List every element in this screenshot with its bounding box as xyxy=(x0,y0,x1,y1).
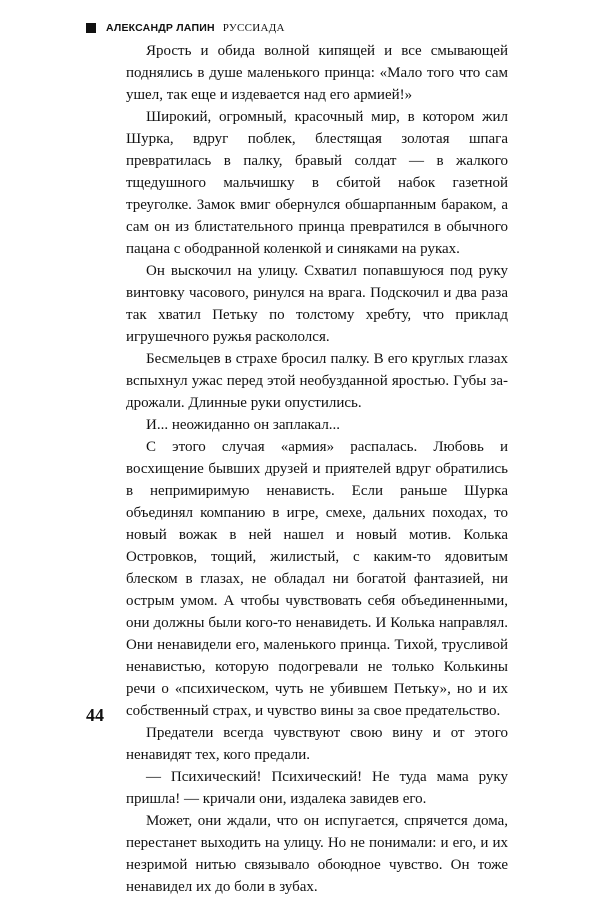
paragraph: Ярость и обида волной кипящей и все смывающей поднялись в душе маленького принца: «Мало того что сам ушел, так еще и издевается над его армией!» xyxy=(126,43,508,103)
paragraph: — Психический! Психический! Не туда мама руку пришла! — кричали они, издалека завидев его. xyxy=(126,769,508,807)
paragraph: Широкий, огромный, красочный мир, в котором жил Шурка, вдруг поблек, блестящая золотая шпага превратилась в палку, бравый солдат — в жалкого тщедушного мальчишку в сбитой набок газетной треуголке. Замок вмиг обернулся обшарпанным бараком, а сам он из блистательного принца превратился в обычного пацана с ободранной коленкой и синяками на руках. xyxy=(126,109,508,257)
paragraph: Он выскочил на улицу. Схватил попавшуюся под руку винтовку часового, ринулся на врага. Подскочил и два раза так хватил Петьку по толстому хребту, что приклад игрушечного ружья раскололся. xyxy=(126,263,508,345)
paragraph: Бесмельцев в страхе бросил палку. В его круглых глазах вспыхнул ужас перед этой необузданной яростью. Губы задрожали. Длинные руки опустились. xyxy=(126,351,508,411)
page-number: 44 xyxy=(86,705,104,725)
paragraph: И... неожиданно он заплакал... xyxy=(146,417,341,433)
paragraph: Предатели всегда чувствуют свою вину и от этого ненавидят тех, кого предали. xyxy=(126,725,508,763)
paragraph: С этого случая «армия» распалась. Любовь и восхищение бывших друзей и приятелей вдруг обратились в непримиримую ненависть. Если раньше Шурка объединял компанию в игре, смехе, дальних походах, то новый вожак в ней нашел и новый мотив. Колька Островков, тощий, жилистый, с каким-то ядовитым блеском в глазах, не обладал ни богатой фантазией, ни острым умом. А чтобы чувствовать себя объединенными, они должны были кого-то ненавидеть. И Колька направлял. Они ненавидели его, маленького принца. Тихой, трусливой ненавистью, которую подогревали не только Колькины речи о «психическом, чуть не убившем Петьку», но и их собственный страх, и чувство вины за свое предательство. xyxy=(126,439,508,719)
header-book-title: РУССИАДА xyxy=(222,22,285,34)
running-head xyxy=(86,22,285,34)
body-text xyxy=(126,40,508,898)
header-square-mark xyxy=(86,23,96,33)
paragraph: Может, они ждали, что он испугается, спрячется дома, перестанет выходить на улицу. Но не понимали: и его, и их незримой нитью связывало обоюдное чувство. Он тоже ненавидел их до боли в зубах. xyxy=(126,813,508,895)
header-author: АЛЕКСАНДР ЛАПИН xyxy=(106,22,215,34)
